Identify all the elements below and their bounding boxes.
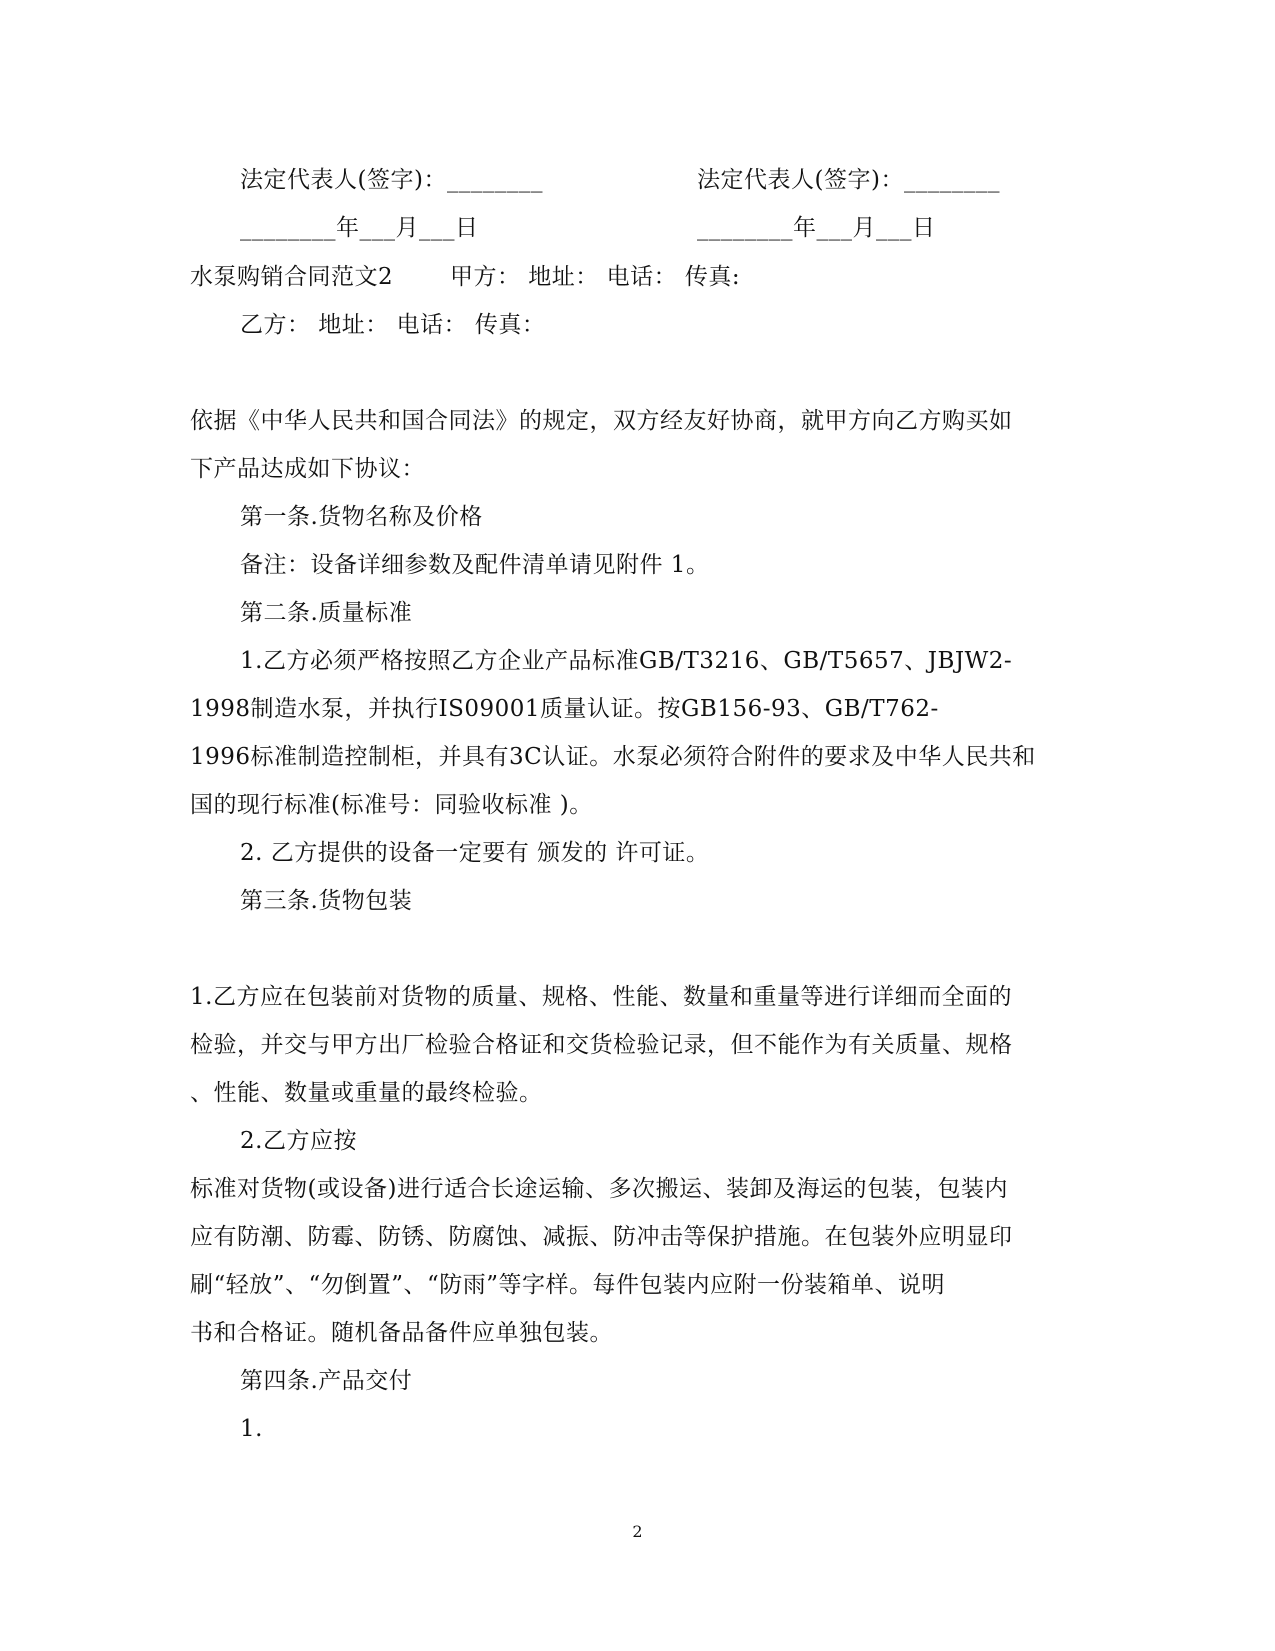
article-three-heading: 第三条.货物包装 bbox=[240, 888, 413, 914]
date-line-left: ________年___月___日 bbox=[240, 215, 479, 241]
article-one-note: 备注：设备详细参数及配件清单请见附件 1。 bbox=[240, 552, 710, 578]
signature-line-right: 法定代表人(签字)：________ bbox=[697, 167, 1000, 193]
party-a-info: 甲方： 地址： 电话： 传真: bbox=[450, 264, 741, 290]
article-four-heading: 第四条.产品交付 bbox=[240, 1368, 413, 1394]
article-three-item-2-line-1: 2.乙方应按 bbox=[240, 1128, 357, 1154]
article-two-item-1-line-4: 国的现行标准(标准号：同验收标准 )。 bbox=[190, 792, 593, 818]
article-two-heading: 第二条.质量标准 bbox=[240, 600, 413, 626]
article-three-item-1-line-2: 检验，并交与甲方出厂检验合格证和交货检验记录，但不能作为有关质量、规格 bbox=[190, 1032, 1013, 1058]
article-three-item-1-line-3: 、性能、数量或重量的最终检验。 bbox=[190, 1080, 543, 1106]
article-four-item-1: 1. bbox=[240, 1416, 263, 1442]
article-three-item-2-line-3: 应有防潮、防霉、防锈、防腐蚀、减振、防冲击等保护措施。在包装外应明显印 bbox=[190, 1224, 1013, 1250]
article-two-item-1-line-3: 1996标准制造控制柜，并具有3C认证。水泵必须符合附件的要求及中华人民共和 bbox=[190, 744, 1036, 770]
article-three-item-2-line-2: 标准对货物(或设备)进行适合长途运输、多次搬运、装卸及海运的包装，包装内 bbox=[190, 1176, 1008, 1202]
article-one-heading: 第一条.货物名称及价格 bbox=[240, 504, 483, 530]
article-three-item-2-line-4: 刷“轻放”、“勿倒置”、“防雨”等字样。每件包装内应附一份装箱单、说明 bbox=[190, 1272, 946, 1298]
date-line-right: ________年___月___日 bbox=[697, 215, 936, 241]
signature-line-left: 法定代表人(签字)：________ bbox=[240, 167, 543, 193]
article-three-item-2-line-5: 书和合格证。随机备品备件应单独包装。 bbox=[190, 1320, 613, 1346]
article-two-item-1-line-1: 1.乙方必须严格按照乙方企业产品标准GB/T3216、GB/T5657、JBJW2- bbox=[240, 648, 1013, 674]
page-number: 2 bbox=[632, 1522, 643, 1541]
section-title: 水泵购销合同范文2 bbox=[190, 264, 394, 290]
article-two-item-1-line-2: 1998制造水泵，并执行IS09001质量认证。按GB156-93、GB/T762- bbox=[190, 696, 939, 722]
article-three-item-1-line-1: 1.乙方应在包装前对货物的质量、规格、性能、数量和重量等进行详细而全面的 bbox=[190, 984, 1012, 1010]
intro-paragraph-line-1: 依据《中华人民共和国合同法》的规定，双方经友好协商，就甲方向乙方购买如 bbox=[190, 408, 1013, 434]
article-two-item-2: 2. 乙方提供的设备一定要有 颁发的 许可证。 bbox=[240, 840, 710, 866]
party-b-info: 乙方： 地址： 电话： 传真： bbox=[240, 312, 546, 338]
intro-paragraph-line-2: 下产品达成如下协议： bbox=[190, 456, 425, 482]
